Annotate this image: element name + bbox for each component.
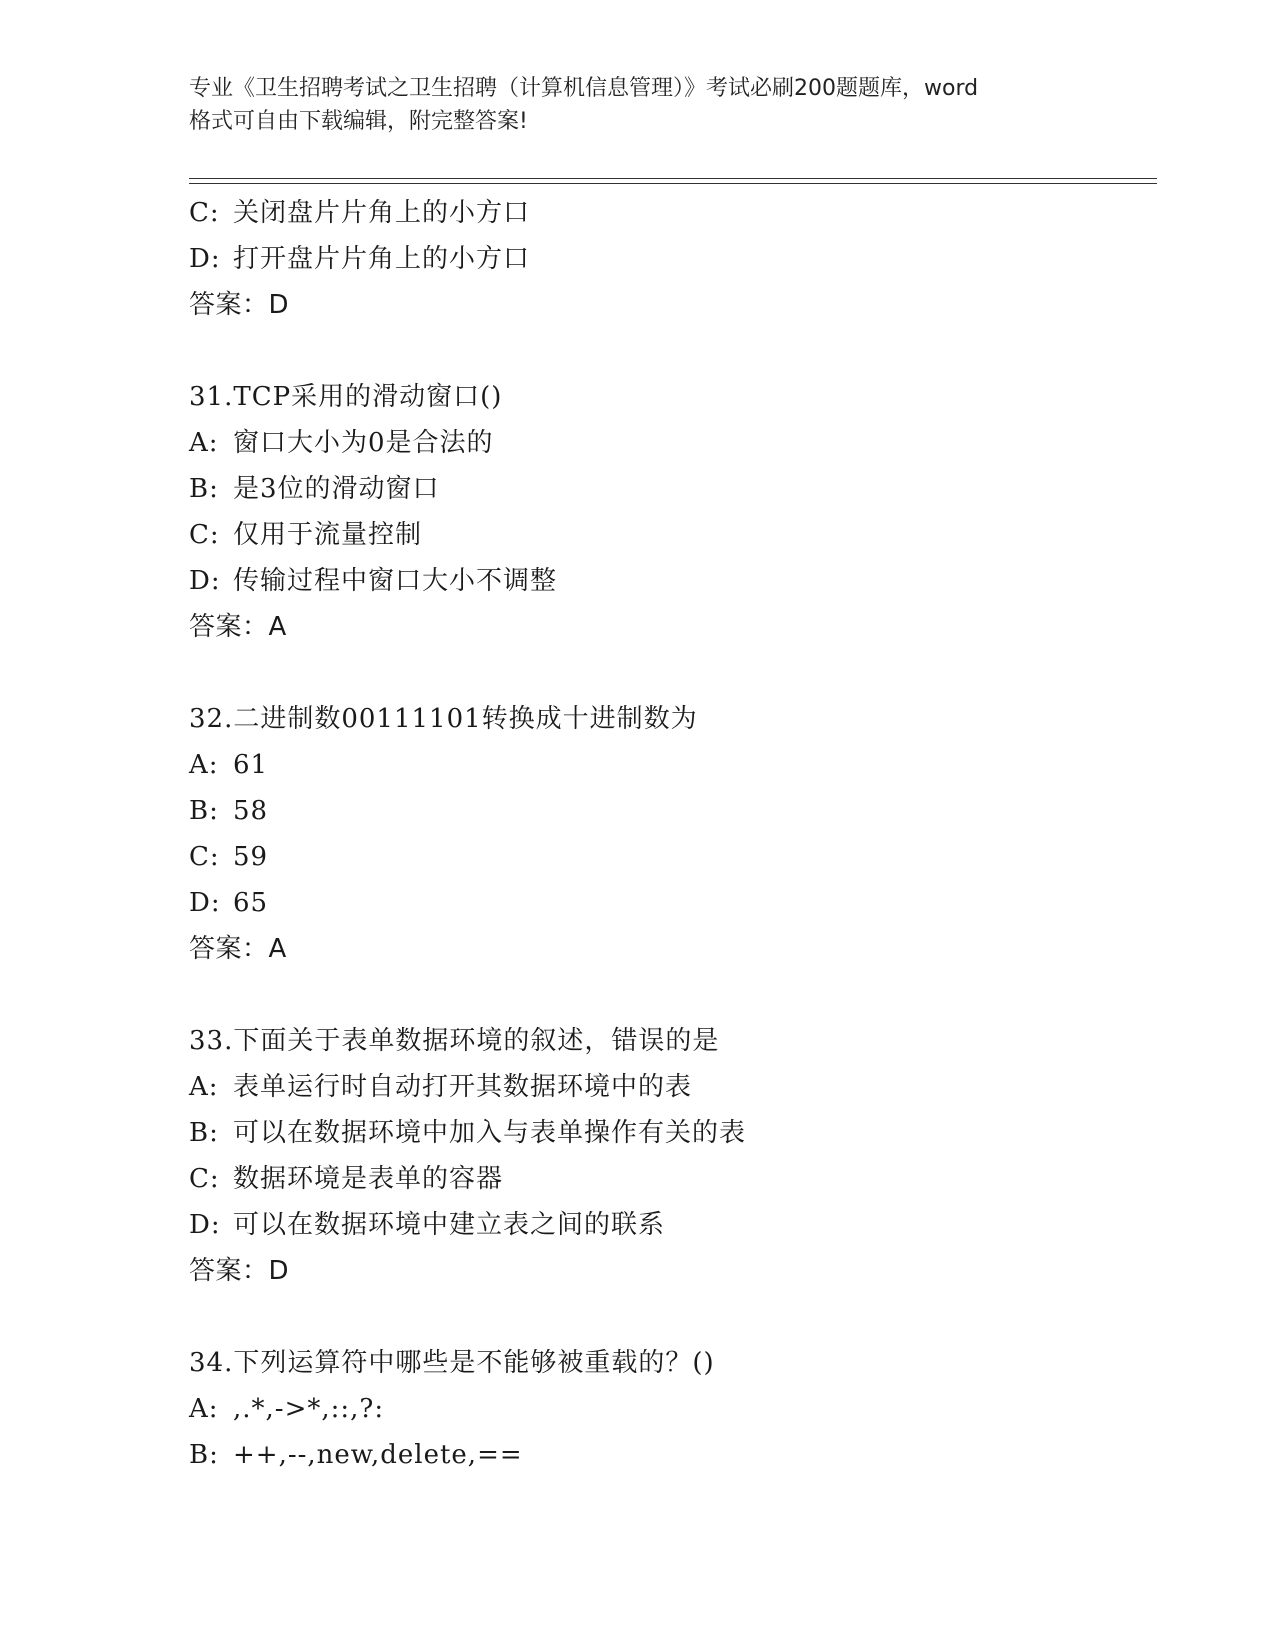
header-line-1: 专业《卫生招聘考试之卫生招聘（计算机信息管理）》考试必刷200题题库，word <box>189 76 979 101</box>
option-letter: A: <box>189 428 219 458</box>
answer-line: 答案：A <box>189 934 287 964</box>
option-line <box>189 512 1157 558</box>
header-rule-bottom <box>189 183 1157 184</box>
option-text: 传输过程中窗口大小不调整 <box>233 566 558 596</box>
prev-question-block <box>189 190 1157 328</box>
answer-line: 答案：D <box>189 290 290 320</box>
option-line <box>189 742 1157 788</box>
option-line <box>189 1432 1157 1478</box>
option-text: 可以在数据环境中加入与表单操作有关的表 <box>233 1118 747 1148</box>
option-text: 数据环境是表单的容器 <box>233 1164 504 1194</box>
option-text: 表单运行时自动打开其数据环境中的表 <box>233 1072 693 1102</box>
option-line <box>189 1202 1157 1248</box>
document-header <box>189 72 1089 138</box>
option-letter: A: <box>189 1394 219 1424</box>
option-letter: D: <box>189 888 221 918</box>
option-letter: D: <box>189 244 221 274</box>
question-block-34 <box>189 1340 1157 1478</box>
option-text: 61 <box>233 750 269 780</box>
question-stem: 34.下列运算符中哪些是不能够被重载的？() <box>189 1348 715 1378</box>
option-line <box>189 880 1157 926</box>
option-letter: D: <box>189 1210 221 1240</box>
option-letter: B: <box>189 1118 219 1148</box>
option-line <box>189 420 1157 466</box>
option-text: ,.*,->*,::,?: <box>233 1394 385 1424</box>
header-line-2: 格式可自由下载编辑，附完整答案! <box>189 109 528 134</box>
question-list <box>189 190 1157 1478</box>
question-stem: 31.TCP采用的滑动窗口() <box>189 382 503 412</box>
option-letter: C: <box>189 520 220 550</box>
option-text: 仅用于流量控制 <box>233 520 423 550</box>
option-line <box>189 236 1157 282</box>
option-letter: C: <box>189 198 220 228</box>
option-letter: D: <box>189 566 221 596</box>
answer-line: 答案：A <box>189 612 287 642</box>
option-text: 58 <box>233 796 269 826</box>
option-text: 关闭盘片片角上的小方口 <box>233 198 531 228</box>
option-letter: A: <box>189 1072 219 1102</box>
option-line <box>189 558 1157 604</box>
option-line <box>189 834 1157 880</box>
option-line <box>189 190 1157 236</box>
option-letter: B: <box>189 474 219 504</box>
option-text: 可以在数据环境中建立表之间的联系 <box>233 1210 666 1240</box>
option-letter: C: <box>189 842 220 872</box>
option-text: ++,--,new,delete,== <box>233 1440 523 1470</box>
option-line <box>189 1386 1157 1432</box>
question-block-32 <box>189 696 1157 972</box>
option-letter: B: <box>189 796 219 826</box>
option-line <box>189 788 1157 834</box>
spacer <box>189 972 1157 1018</box>
question-block-31 <box>189 374 1157 650</box>
spacer <box>189 650 1157 696</box>
header-rule-top <box>189 178 1157 179</box>
spacer <box>189 1294 1157 1340</box>
option-text: 窗口大小为0是合法的 <box>233 428 494 458</box>
option-line <box>189 1110 1157 1156</box>
option-line <box>189 466 1157 512</box>
option-letter: B: <box>189 1440 219 1470</box>
option-text: 打开盘片片角上的小方口 <box>233 244 531 274</box>
option-line <box>189 1064 1157 1110</box>
option-text: 65 <box>233 888 269 918</box>
question-stem: 32.二进制数00111101转换成十进制数为 <box>189 704 698 734</box>
question-block-33 <box>189 1018 1157 1294</box>
spacer <box>189 328 1157 374</box>
option-letter: A: <box>189 750 219 780</box>
option-text: 是3位的滑动窗口 <box>233 474 440 504</box>
question-stem: 33.下面关于表单数据环境的叙述，错误的是 <box>189 1026 720 1056</box>
option-letter: C: <box>189 1164 220 1194</box>
option-text: 59 <box>233 842 269 872</box>
option-line <box>189 1156 1157 1202</box>
answer-line: 答案：D <box>189 1256 290 1286</box>
